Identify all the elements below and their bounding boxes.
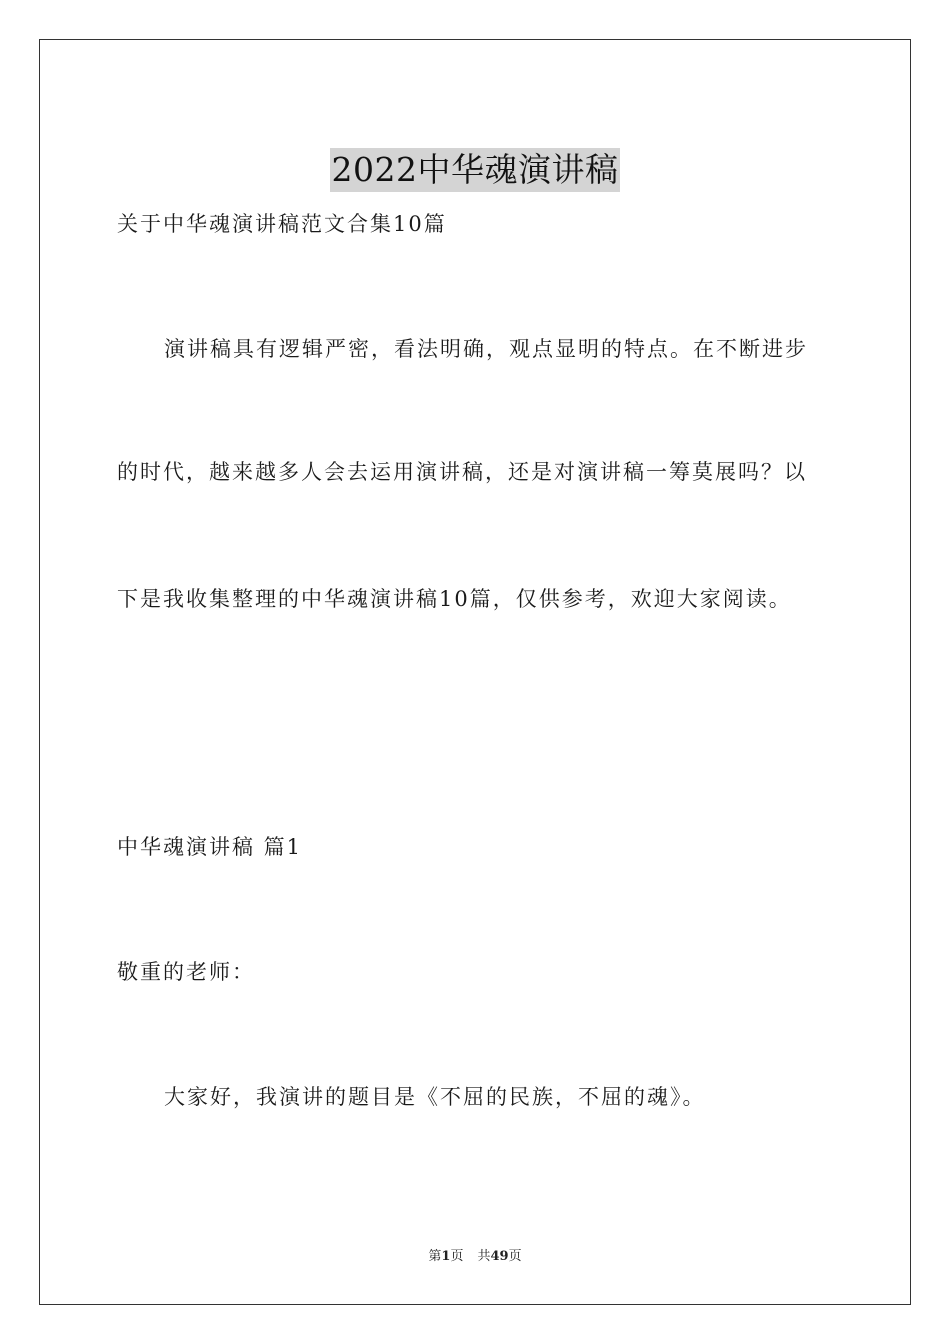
footer-total-prefix: 共 (477, 1249, 491, 1264)
title-container (0, 126, 950, 214)
footer-page-number: 1 (441, 1249, 451, 1264)
document-subtitle: 关于中华魂演讲稿范文合集10篇 (117, 212, 447, 236)
intro-paragraph-line-1: 演讲稿具有逻辑严密，看法明确，观点显明的特点。在不断进步 (164, 337, 808, 361)
intro-paragraph-line-2: 的时代，越来越多人会去运用演讲稿，还是对演讲稿一筹莫展吗？以 (117, 460, 807, 484)
opening-paragraph: 大家好，我演讲的题目是《不屈的民族，不屈的魂》。 (164, 1085, 706, 1109)
footer-total-pages: 49 (490, 1249, 509, 1264)
page-footer (0, 1248, 950, 1266)
footer-page-prefix: 第 (428, 1249, 442, 1264)
document-title: 2022中华魂演讲稿 (330, 148, 621, 192)
salutation: 敬重的老师： (117, 960, 255, 984)
section-heading: 中华魂演讲稿 篇1 (117, 835, 303, 859)
intro-paragraph-line-3: 下是我收集整理的中华魂演讲稿10篇，仅供参考，欢迎大家阅读。 (117, 587, 792, 611)
footer-page-suffix: 页 (450, 1249, 464, 1264)
footer-total-suffix: 页 (508, 1249, 522, 1264)
